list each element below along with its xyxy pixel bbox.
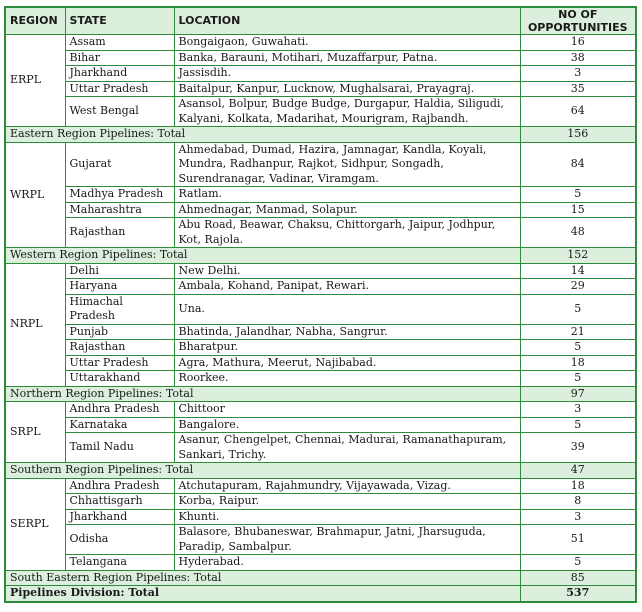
state-cell: Maharashtra	[65, 202, 174, 218]
count-cell: 48	[520, 218, 636, 248]
state-cell: Delhi	[65, 263, 174, 279]
table-row	[5, 279, 636, 295]
location-cell: Ambala, Kohand, Panipat, Rewari.	[174, 279, 520, 295]
header-state: STATE	[65, 7, 174, 35]
location-cell: Agra, Mathura, Meerut, Najibabad.	[174, 355, 520, 371]
count-cell: 39	[520, 433, 636, 463]
state-cell: Uttar Pradesh	[65, 355, 174, 371]
location-cell: Ratlam.	[174, 187, 520, 203]
state-cell: Telangana	[65, 555, 174, 571]
count-cell: 5	[520, 555, 636, 571]
count-cell: 21	[520, 324, 636, 340]
region-cell: SERPL	[5, 478, 65, 570]
count-cell: 18	[520, 478, 636, 494]
state-cell: Rajasthan	[65, 340, 174, 356]
location-cell: Hyderabad.	[174, 555, 520, 571]
count-cell: 15	[520, 202, 636, 218]
table-row	[5, 202, 636, 218]
location-cell: Khunti.	[174, 509, 520, 525]
table-row	[5, 509, 636, 525]
header-opportunities	[520, 7, 636, 35]
region-total-value: 97	[520, 386, 636, 402]
region-total-label: Northern Region Pipelines: Total	[5, 386, 520, 402]
region-total-label: South Eastern Region Pipelines: Total	[5, 570, 520, 586]
location-cell: Bharatpur.	[174, 340, 520, 356]
count-cell: 3	[520, 509, 636, 525]
state-cell: Jharkhand	[65, 66, 174, 82]
location-cell: Asansol, Bolpur, Budge Budge, Durgapur, Haldia, Siligudi, Kalyani, Kolkata, Madarihat, Mourigram, Rajbandh.	[174, 97, 520, 127]
region-cell: WRPL	[5, 142, 65, 248]
table-row	[5, 494, 636, 510]
table-row	[5, 417, 636, 433]
table-row	[5, 294, 636, 324]
state-cell: Bihar	[65, 50, 174, 66]
table-row	[5, 50, 636, 66]
count-cell: 51	[520, 525, 636, 555]
table-row	[5, 555, 636, 571]
region-total-label: Western Region Pipelines: Total	[5, 248, 520, 264]
count-cell: 18	[520, 355, 636, 371]
table-row	[5, 142, 636, 187]
location-cell: Baitalpur, Kanpur, Lucknow, Mughalsarai, Prayagraj.	[174, 81, 520, 97]
count-cell: 38	[520, 50, 636, 66]
location-cell: Bongaigaon, Guwahati.	[174, 35, 520, 51]
region-cell: NRPL	[5, 263, 65, 386]
table-row	[5, 81, 636, 97]
table-row	[5, 371, 636, 387]
state-cell: Gujarat	[65, 142, 174, 187]
header-row	[5, 7, 636, 35]
grand-total-row	[5, 586, 636, 602]
count-cell: 3	[520, 66, 636, 82]
location-cell: Chittoor	[174, 402, 520, 418]
state-cell: Uttarakhand	[65, 371, 174, 387]
state-cell: Himachal Pradesh	[65, 294, 174, 324]
header-location: LOCATION	[174, 7, 520, 35]
header-count-line2: OPPORTUNITIES	[527, 21, 628, 34]
state-cell: Chhattisgarh	[65, 494, 174, 510]
state-cell: Assam	[65, 35, 174, 51]
count-cell: 14	[520, 263, 636, 279]
opportunities-table	[4, 6, 637, 603]
state-cell: Tamil Nadu	[65, 433, 174, 463]
region-total-value: 156	[520, 127, 636, 143]
count-cell: 5	[520, 187, 636, 203]
location-cell: Atchutapuram, Rajahmundry, Vijayawada, Vizag.	[174, 478, 520, 494]
count-cell: 84	[520, 142, 636, 187]
state-cell: Haryana	[65, 279, 174, 295]
state-cell: West Bengal	[65, 97, 174, 127]
count-cell: 5	[520, 294, 636, 324]
location-cell: Bangalore.	[174, 417, 520, 433]
region-total-label: Eastern Region Pipelines: Total	[5, 127, 520, 143]
location-cell: Una.	[174, 294, 520, 324]
region-total-row	[5, 127, 636, 143]
state-cell: Karnataka	[65, 417, 174, 433]
location-cell: New Delhi.	[174, 263, 520, 279]
state-cell: Andhra Pradesh	[65, 478, 174, 494]
count-cell: 5	[520, 417, 636, 433]
count-cell: 35	[520, 81, 636, 97]
grand-total-value: 537	[520, 586, 636, 602]
location-cell: Korba, Raipur.	[174, 494, 520, 510]
count-cell: 5	[520, 371, 636, 387]
region-total-value: 85	[520, 570, 636, 586]
region-total-value: 47	[520, 463, 636, 479]
count-cell: 64	[520, 97, 636, 127]
table-row	[5, 340, 636, 356]
region-cell: SRPL	[5, 402, 65, 463]
state-cell: Rajasthan	[65, 218, 174, 248]
region-total-label: Southern Region Pipelines: Total	[5, 463, 520, 479]
location-cell: Abu Road, Beawar, Chaksu, Chittorgarh, Jaipur, Jodhpur, Kot, Rajola.	[174, 218, 520, 248]
table-row	[5, 525, 636, 555]
table-row	[5, 355, 636, 371]
header-count-line1: NO OF	[558, 8, 598, 21]
region-total-row	[5, 248, 636, 264]
count-cell: 29	[520, 279, 636, 295]
location-cell: Jassisdih.	[174, 66, 520, 82]
count-cell: 5	[520, 340, 636, 356]
location-cell: Ahmedabad, Dumad, Hazira, Jamnagar, Kandla, Koyali, Mundra, Radhanpur, Rajkot, Sidhpur, Songadh, Surendranagar, Vadinar, Viramgam.	[174, 142, 520, 187]
region-cell: ERPL	[5, 35, 65, 127]
table-row	[5, 433, 636, 463]
table-row	[5, 187, 636, 203]
location-cell: Roorkee.	[174, 371, 520, 387]
table-row	[5, 263, 636, 279]
count-cell: 8	[520, 494, 636, 510]
state-cell: Andhra Pradesh	[65, 402, 174, 418]
location-cell: Banka, Barauni, Motihari, Muzaffarpur, Patna.	[174, 50, 520, 66]
table-row	[5, 66, 636, 82]
table-row	[5, 97, 636, 127]
state-cell: Uttar Pradesh	[65, 81, 174, 97]
state-cell: Odisha	[65, 525, 174, 555]
location-cell: Balasore, Bhubaneswar, Brahmapur, Jatni, Jharsuguda, Paradip, Sambalpur.	[174, 525, 520, 555]
table-row	[5, 35, 636, 51]
region-total-value: 152	[520, 248, 636, 264]
state-cell: Madhya Pradesh	[65, 187, 174, 203]
state-cell: Punjab	[65, 324, 174, 340]
table-row	[5, 402, 636, 418]
count-cell: 16	[520, 35, 636, 51]
grand-total-label: Pipelines Division: Total	[5, 586, 520, 602]
table-row	[5, 218, 636, 248]
location-cell: Ahmednagar, Manmad, Solapur.	[174, 202, 520, 218]
region-total-row	[5, 463, 636, 479]
state-cell: Jharkhand	[65, 509, 174, 525]
header-region: REGION	[5, 7, 65, 35]
location-cell: Bhatinda, Jalandhar, Nabha, Sangrur.	[174, 324, 520, 340]
region-total-row	[5, 570, 636, 586]
table-row	[5, 324, 636, 340]
region-total-row	[5, 386, 636, 402]
table-row	[5, 478, 636, 494]
location-cell: Asanur, Chengelpet, Chennai, Madurai, Ramanathapuram, Sankari, Trichy.	[174, 433, 520, 463]
count-cell: 3	[520, 402, 636, 418]
